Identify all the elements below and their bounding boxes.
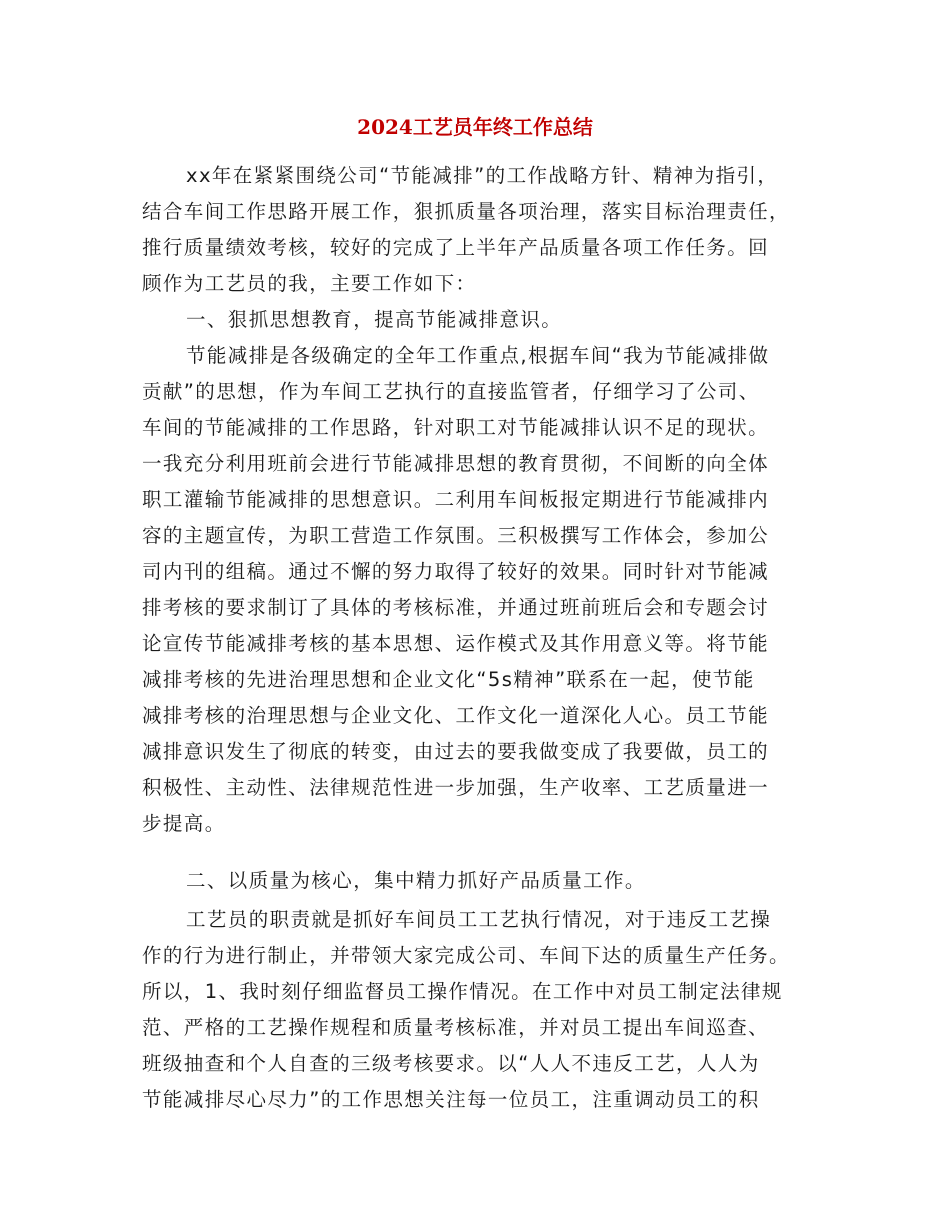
section-heading-1: 一、狠抓思想教育，提高节能减排意识。 xyxy=(186,308,563,331)
body-line: 结合车间工作思路开展工作，狠抓质量各项治理，落实目标治理责任， xyxy=(142,200,790,223)
body-line: xx年在紧紧围绕公司“节能减排”的工作战略方针、精神为指引， xyxy=(186,164,779,187)
body-line: 工艺员的职责就是抓好车间员工工艺执行情况，对于违反工艺操 xyxy=(186,908,772,931)
body-line: 步提高。 xyxy=(142,812,226,835)
body-line: 减排考核的治理思想与企业文化、工作文化一道深化人心。员工节能 xyxy=(142,704,770,727)
body-line: 论宣传节能减排考核的基本思想、运作模式及其作用意义等。将节能 xyxy=(142,632,770,655)
body-line: 节能减排是各级确定的全年工作重点,根据车间“我为节能减排做 xyxy=(186,344,770,367)
body-line: 范、严格的工艺操作规程和质量考核标准，并对员工提出车间巡查、 xyxy=(142,1016,770,1039)
body-line: 减排意识发生了彻底的转变，由过去的要我做变成了我要做，员工的 xyxy=(142,740,770,763)
section-heading-2: 二、以质量为核心，集中精力抓好产品质量工作。 xyxy=(186,869,646,892)
body-line: 班级抽查和个人自查的三级考核要求。以“人人不违反工艺，人人为 xyxy=(142,1052,760,1075)
document-title: 2024工艺员年终工作总结 xyxy=(357,115,593,139)
body-line: 贡献”的思想，作为车间工艺执行的直接监管者，仔细学习了公司、 xyxy=(142,380,760,403)
body-line: 积极性、主动性、法律规范性进一步加强，生产收率、工艺质量进一 xyxy=(142,776,770,799)
body-line: 容的主题宣传，为职工营造工作氛围。三积极撰写工作体会，参加公 xyxy=(142,524,770,547)
body-line: 顾作为工艺员的我，主要工作如下： xyxy=(142,272,477,295)
body-line: 司内刊的组稿。通过不懈的努力取得了较好的效果。同时针对节能减 xyxy=(142,560,770,583)
body-line: 减排考核的先进治理思想和企业文化“5s精神”联系在一起，使节能 xyxy=(142,668,755,691)
body-line: 一我充分利用班前会进行节能减排思想的教育贯彻，不间断的向全体 xyxy=(142,452,770,475)
body-line: 节能减排尽心尽力”的工作思想关注每一位员工，注重调动员工的积 xyxy=(142,1088,760,1111)
body-line: 车间的节能减排的工作思路，针对职工对节能减排认识不足的现状。 xyxy=(142,416,770,439)
body-line: 作的行为进行制止，并带领大家完成公司、车间下达的质量生产任务。 xyxy=(142,944,790,967)
body-line: 推行质量绩效考核，较好的完成了上半年产品质量各项工作任务。回 xyxy=(142,236,770,259)
body-line: 排考核的要求制订了具体的考核标准，并通过班前班后会和专题会讨 xyxy=(142,596,770,619)
body-line: 职工灌输节能减排的思想意识。二利用车间板报定期进行节能减排内 xyxy=(142,488,770,511)
body-line: 所以，1、我时刻仔细监督员工操作情况。在工作中对员工制定法律规 xyxy=(142,980,783,1003)
